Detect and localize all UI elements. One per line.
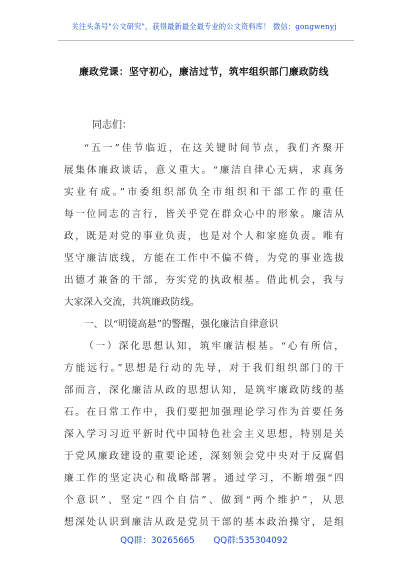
body-line: 展集体廉政谈话，意义重大。“廉洁自律心无病，求真务 (64, 165, 344, 176)
body-line: 于党风廉政建设的重要论述，深刻领会党中央对于反腐倡 (64, 451, 344, 462)
body-line: 石。在日常工作中，我们要把加强理论学习作为首要任务 (64, 407, 344, 418)
body-line: 深入学习习近平新时代中国特色社会主义思想，特别是关 (64, 429, 344, 440)
body-line: 部而言，深化廉洁从政的思想认知，是筑牢廉政防线的基 (64, 385, 344, 396)
header-banner: 关注头条号"公文研究"，获得最新最全最专业的公文资料库！ 微信：gongwenyj (71, 22, 337, 31)
body-line: “五一”佳节临近，在这关键时间节点，我们齐聚开 (84, 143, 344, 154)
document-title: 廉政党课：坚守初心，廉洁过节，筑牢组织部门廉政防线 (79, 67, 329, 78)
footer-qq-group-2: QQ群:535304092 (213, 536, 288, 546)
footer-qq-group-1: QQ群：30265665 (120, 536, 195, 546)
body-line: 政，既是对党的事业负责，也是对个人和家庭负责。唯有 (64, 231, 344, 242)
body-line: 个意识”、坚定“四个自信”、做到“两个维护”，从思 (64, 495, 344, 506)
body-line: 廉工作的坚定决心和战略部署。通过学习，不断增强“四 (64, 473, 344, 484)
header-divider (58, 40, 354, 41)
subsection-heading: （一）深化思想认知，筑牢廉洁根基。“心有所信， (84, 341, 344, 352)
body-line: 方能远行。”思想是行动的先导，对于我们组织部门的干 (64, 363, 344, 374)
body-line: 坚守廉洁底线，方能在工作中不偏不倚，为党的事业选拔 (64, 253, 344, 264)
footer-contact (0, 534, 408, 546)
section-heading: 一、以“明镜高悬”的警醒，强化廉洁自律意识 (84, 319, 279, 330)
body-line: 每一位同志的言行，皆关乎党在群众心中的形象。廉洁从 (64, 209, 344, 220)
body-line: 大家深入交流，共筑廉政防线。 (64, 297, 200, 308)
salutation: 同志们： (92, 120, 132, 131)
body-line: 出德才兼备的干部，夯实党的执政根基。借此机会，我与 (64, 275, 344, 286)
body-line: 想深处认识到廉洁从政是党员干部的基本政治操守，是组 (64, 517, 344, 528)
body-line: 实业有成。”市委组织部负全市组织和干部工作的重任 (64, 187, 344, 198)
